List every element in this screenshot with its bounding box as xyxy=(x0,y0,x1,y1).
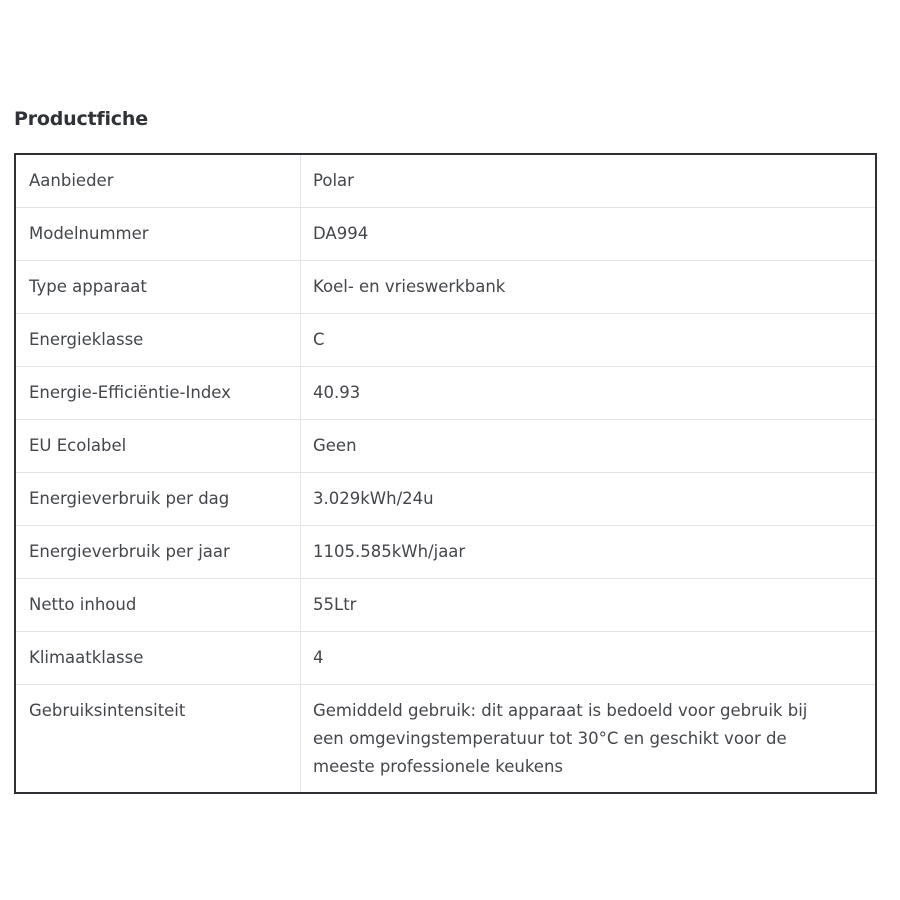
product-spec-table xyxy=(14,153,877,794)
table-row xyxy=(15,473,876,526)
table-row xyxy=(15,367,876,420)
row-label: Modelnummer xyxy=(15,208,301,261)
row-value: C xyxy=(301,314,877,367)
row-value: 55Ltr xyxy=(301,579,877,632)
table-row xyxy=(15,632,876,685)
row-value: DA994 xyxy=(301,208,877,261)
row-label: Energieverbruik per jaar xyxy=(15,526,301,579)
page-title: Productfiche xyxy=(14,108,148,130)
table-row xyxy=(15,314,876,367)
row-label: Energieklasse xyxy=(15,314,301,367)
table-row xyxy=(15,261,876,314)
row-label: Energieverbruik per dag xyxy=(15,473,301,526)
table-row xyxy=(15,579,876,632)
row-label: Gebruiksintensiteit xyxy=(15,685,301,794)
row-value: Polar xyxy=(301,154,877,208)
row-label: Type apparaat xyxy=(15,261,301,314)
table-row xyxy=(15,208,876,261)
table-row xyxy=(15,526,876,579)
row-value: Koel- en vrieswerkbank xyxy=(301,261,877,314)
table-row xyxy=(15,420,876,473)
row-value: 40.93 xyxy=(301,367,877,420)
table-row xyxy=(15,154,876,208)
row-label: Klimaatklasse xyxy=(15,632,301,685)
row-label: Aanbieder xyxy=(15,154,301,208)
row-value: 3.029kWh/24u xyxy=(301,473,877,526)
row-value: 1105.585kWh/jaar xyxy=(301,526,877,579)
row-label: Energie-Efficiëntie-Index xyxy=(15,367,301,420)
row-label: Netto inhoud xyxy=(15,579,301,632)
row-value: 4 xyxy=(301,632,877,685)
row-label: EU Ecolabel xyxy=(15,420,301,473)
table-row xyxy=(15,685,876,794)
row-value: Gemiddeld gebruik: dit apparaat is bedoeld voor gebruik bij een omgevingstemperatuur tot 30°C en geschikt voor de meeste professionele keukens xyxy=(313,701,808,776)
row-value: Geen xyxy=(301,420,877,473)
